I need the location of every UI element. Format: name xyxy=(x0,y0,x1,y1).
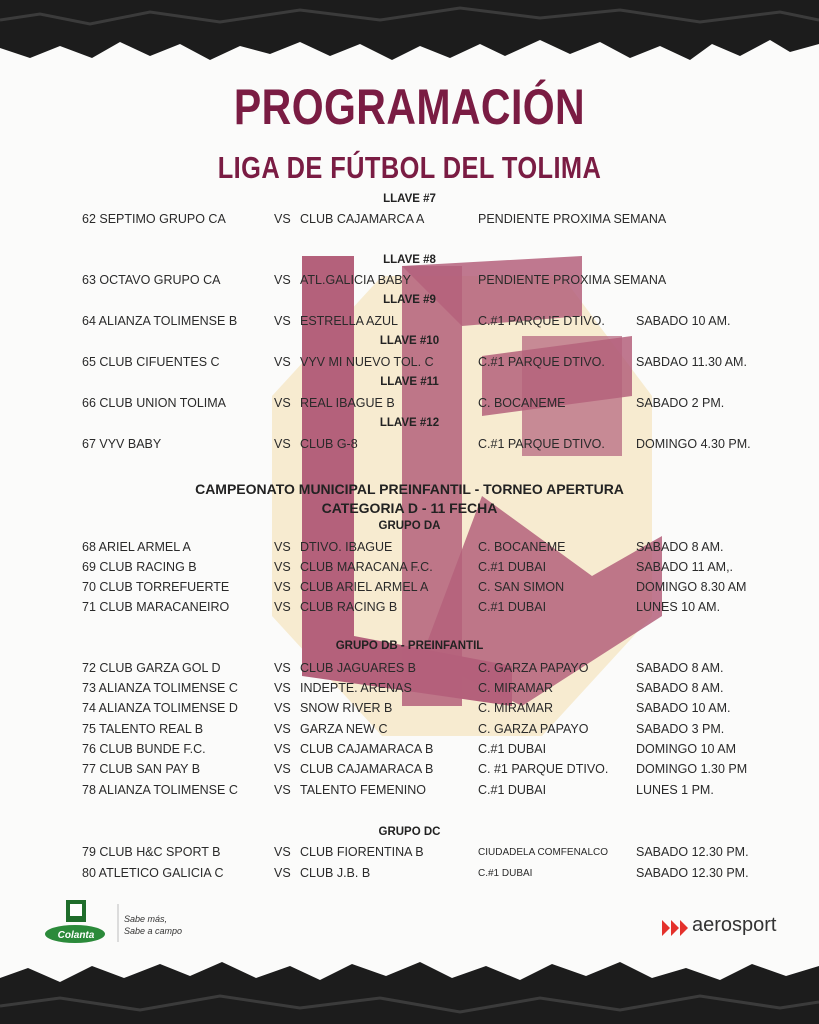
match-venue: C. BOCANEME xyxy=(478,396,566,410)
match-time: SABADO 8 AM. xyxy=(636,661,724,675)
section-header: LLAVE #11 xyxy=(380,376,439,388)
match-venue: C. BOCANEME xyxy=(478,540,566,554)
match-time: SABADO 12.30 PM. xyxy=(636,845,749,859)
match-time: SABADO 10 AM. xyxy=(636,701,731,715)
match-venue: C.#1 PARQUE DTIVO. xyxy=(478,314,605,328)
match-rival: ATL.GALICIA BABY xyxy=(300,273,411,287)
match-time: DOMINGO 4.30 PM. xyxy=(636,437,751,451)
match-venue: C.#1 DUBAI xyxy=(478,783,547,797)
match-venue: C. #1 PARQUE DTIVO. xyxy=(478,762,609,776)
match-team: 74 ALIANZA TOLIMENSE D xyxy=(82,701,238,715)
section-header: LLAVE #12 xyxy=(379,417,440,429)
section-header: GRUPO DC xyxy=(378,826,441,838)
match-team: 63 OCTAVO GRUPO CA xyxy=(82,273,221,287)
colanta-logo xyxy=(44,898,194,954)
match-venue: C. GARZA PAPAYO xyxy=(478,722,589,736)
match-team: 72 CLUB GARZA GOL D xyxy=(82,661,221,675)
match-team: 69 CLUB RACING B xyxy=(82,560,197,574)
match-vs: VS xyxy=(274,560,291,574)
match-rival: CLUB CAJAMARCA A xyxy=(300,212,425,226)
match-vs: VS xyxy=(274,540,291,554)
section-header: LLAVE #9 xyxy=(383,294,436,306)
match-team: 73 ALIANZA TOLIMENSE C xyxy=(82,681,238,695)
match-time: DOMINGO 10 AM xyxy=(636,742,737,756)
section-header: LLAVE #8 xyxy=(383,254,436,266)
match-time: SABADO 8 AM. xyxy=(636,681,724,695)
match-vs: VS xyxy=(274,437,291,451)
match-rival: CLUB RACING B xyxy=(300,600,398,614)
match-rival: CLUB MARACANA F.C. xyxy=(300,560,433,574)
match-rival: CLUB JAGUARES B xyxy=(300,661,417,675)
match-venue: PENDIENTE PROXIMA SEMANA xyxy=(478,273,667,287)
match-team: 71 CLUB MARACANEIRO xyxy=(82,600,230,614)
match-venue: CIUDADELA COMFENALCO xyxy=(478,847,609,858)
match-vs: VS xyxy=(274,273,291,287)
aerosport-logo xyxy=(662,914,792,940)
match-rival: ESTRELLA AZUL xyxy=(300,314,398,328)
match-time: DOMINGO 8.30 AM xyxy=(636,580,747,594)
colanta-slogan-line-1: Sabe más, xyxy=(124,914,168,924)
colanta-brand: Colanta xyxy=(57,930,95,941)
match-team: 70 CLUB TORREFUERTE xyxy=(82,580,230,594)
match-team: 68 ARIEL ARMEL A xyxy=(82,540,191,554)
match-team: 80 ATLETICO GALICIA C xyxy=(82,866,224,880)
match-team: 79 CLUB H&C SPORT B xyxy=(82,845,221,859)
match-time: LUNES 1 PM. xyxy=(636,783,714,797)
match-venue: C.#1 DUBAI xyxy=(478,600,547,614)
match-time: SABDAO 11.30 AM. xyxy=(636,355,747,369)
match-venue: C.#1 PARQUE DTIVO. xyxy=(478,437,605,451)
match-team: 77 CLUB SAN PAY B xyxy=(82,762,201,776)
colanta-slogan-line-2: Sabe a campo xyxy=(124,926,183,936)
match-vs: VS xyxy=(274,762,291,776)
match-rival: CLUB CAJAMARACA B xyxy=(300,762,434,776)
match-rival: CLUB CAJAMARACA B xyxy=(300,742,434,756)
match-time: SABADO 12.30 PM. xyxy=(636,866,749,880)
match-venue: C.#1 PARQUE DTIVO. xyxy=(478,355,605,369)
match-vs: VS xyxy=(274,355,291,369)
match-time: LUNES 10 AM. xyxy=(636,600,721,614)
match-vs: VS xyxy=(274,866,291,880)
match-vs: VS xyxy=(274,600,291,614)
match-rival: TALENTO FEMENINO xyxy=(300,783,426,797)
match-time: SABADO 2 PM. xyxy=(636,396,725,410)
match-rival: CLUB FIORENTINA B xyxy=(300,845,424,859)
section-header: GRUPO DA xyxy=(378,520,441,532)
section-header: GRUPO DB - PREINFANTIL xyxy=(335,640,484,652)
match-team: 62 SEPTIMO GRUPO CA xyxy=(82,212,226,226)
match-rival: INDEPTE. ARENAS xyxy=(300,681,412,695)
match-time: SABADO 11 AM,. xyxy=(636,560,734,574)
match-team: 64 ALIANZA TOLIMENSE B xyxy=(82,314,238,328)
match-rival: CLUB J.B. B xyxy=(300,866,371,880)
match-team: 66 CLUB UNION TOLIMA xyxy=(82,396,227,410)
match-rival: VYV MI NUEVO TOL. C xyxy=(300,355,434,369)
section-header: CATEGORIA D - 11 FECHA xyxy=(321,500,498,516)
match-venue: C.#1 DUBAI xyxy=(478,742,547,756)
match-vs: VS xyxy=(274,783,291,797)
match-vs: VS xyxy=(274,845,291,859)
section-header: LLAVE #10 xyxy=(379,335,440,347)
match-venue: C.#1 DUBAI xyxy=(478,560,547,574)
match-team: 76 CLUB BUNDE F.C. xyxy=(82,742,206,756)
match-venue: PENDIENTE PROXIMA SEMANA xyxy=(478,212,667,226)
torn-paper-bottom xyxy=(0,948,819,1024)
match-venue: C. MIRAMAR xyxy=(478,681,553,695)
match-vs: VS xyxy=(274,722,291,736)
match-rival: CLUB G-8 xyxy=(300,437,358,451)
match-time: SABADO 3 PM. xyxy=(636,722,725,736)
match-vs: VS xyxy=(274,212,291,226)
section-header: CAMPEONATO MUNICIPAL PREINFANTIL - TORNEO APERTURA xyxy=(195,481,624,497)
match-vs: VS xyxy=(274,681,291,695)
match-time: DOMINGO 1.30 PM xyxy=(636,762,748,776)
match-team: 65 CLUB CIFUENTES C xyxy=(82,355,220,369)
match-team: 75 TALENTO REAL B xyxy=(82,722,204,736)
match-rival: GARZA NEW C xyxy=(300,722,388,736)
match-rival: DTIVO. IBAGUE xyxy=(300,540,393,554)
match-vs: VS xyxy=(274,742,291,756)
page-title: PROGRAMACIÓN xyxy=(233,79,586,135)
match-vs: VS xyxy=(274,701,291,715)
match-vs: VS xyxy=(274,396,291,410)
match-time: SABADO 8 AM. xyxy=(636,540,724,554)
section-header: LLAVE #7 xyxy=(383,193,436,205)
match-team: 78 ALIANZA TOLIMENSE C xyxy=(82,783,238,797)
match-rival: REAL IBAGUE B xyxy=(300,396,395,410)
play-arrows-icon xyxy=(662,920,688,936)
match-team: 67 VYV BABY xyxy=(82,437,162,451)
aerosport-brand: aerosport xyxy=(692,914,777,936)
match-vs: VS xyxy=(274,580,291,594)
match-rival: CLUB ARIEL ARMEL A xyxy=(300,580,429,594)
torn-paper-top xyxy=(0,0,819,80)
match-venue: C. SAN SIMON xyxy=(478,580,565,594)
match-rival: SNOW RIVER B xyxy=(300,701,393,715)
match-vs: VS xyxy=(274,661,291,675)
match-venue: C.#1 DUBAI xyxy=(478,868,533,879)
match-venue: C. MIRAMAR xyxy=(478,701,553,715)
match-time: SABADO 10 AM. xyxy=(636,314,731,328)
match-vs: VS xyxy=(274,314,291,328)
match-venue: C. GARZA PAPAYO xyxy=(478,661,589,675)
page-subtitle: LIGA DE FÚTBOL DEL TOLIMA xyxy=(217,150,602,185)
